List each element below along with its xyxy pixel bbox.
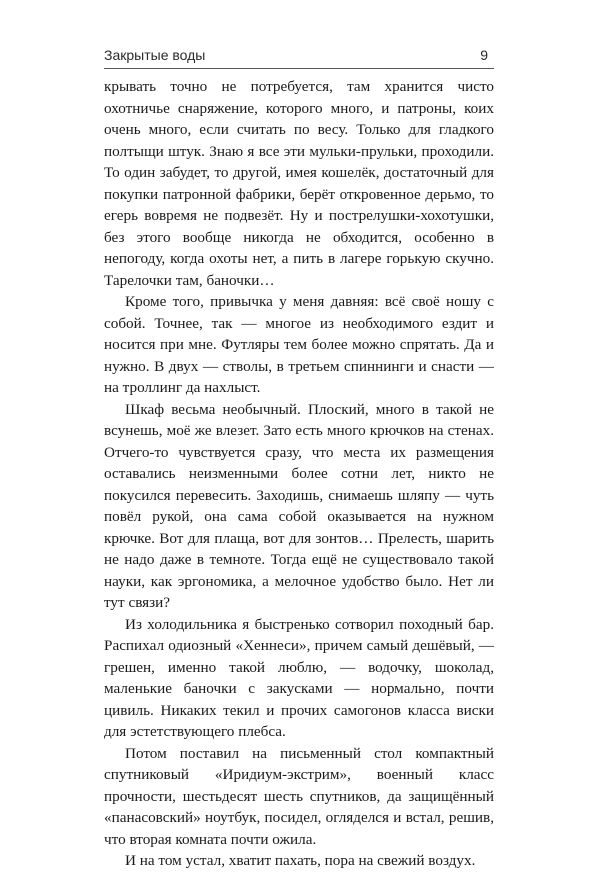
paragraph-2: Кроме того, привычка у меня давняя: всё своё ношу с собой. Точнее, так — многое из необходимого ездит и носится при мне. Футляры тем более можно спрятать. Да и нужно. В двух — стволы, в третьем спиннинги и снасти — на троллинг да нахлыст. bbox=[104, 293, 494, 396]
paragraph-4: Из холодильника я быстренько сотворил походный бар. Распихал одиозный «Хеннеси», причем самый дешёвый, — грешен, именно такой люблю, — водочку, шоколад, маленькие баночки с закусками — нормально, почти цивиль. Никаких текил и прочих самогонов класса виски для эстетствующего плебса. bbox=[104, 615, 494, 740]
running-header bbox=[104, 44, 494, 66]
chapter-title: Закрытые воды bbox=[104, 47, 206, 63]
header-rule bbox=[104, 68, 494, 69]
paragraph-6: И на том устал, хватит пахать, пора на свежий воздух. bbox=[125, 852, 476, 869]
paragraph-1: крывать точно не потребуется, там хранится чисто охотничье снаряжение, которого много, и патроны, коих очень много, если считать по весу. Только для гладкого полтыщи штук. Знаю я все эти мульки-прульки, проходили. То один забудет, то другой, имея кошелёк, достаточный для покупки патронной фабрики, берёт откровенное дерьмо, то егерь вовремя не подвезёт. Ну и пострелушки-хохотушки, без этого вообще никогда не обходится, особенно в непогоду, когда охоты нет, а пить в лагере горькую скучно. Тарелочки там, баночки… bbox=[104, 78, 494, 289]
page-number: 9 bbox=[480, 47, 488, 63]
body-text bbox=[104, 76, 494, 872]
paragraph-5: Потом поставил на письменный стол компактный спутниковый «Иридиум-экстрим», военный класс прочности, шестьдесят шесть спутников, да защищённый «панасовский» ноутбук, посидел, огляделся и встал, решив, что вторая комната почти ожила. bbox=[104, 744, 494, 848]
paragraph-3: Шкаф весьма необычный. Плоский, много в такой не всунешь, моё же влезет. Зато есть много крючков на стенах. Отчего-то чувствуется сразу, что места их размещения оставались неизменными более сотни лет, никто не покусился перевесить. Заходишь, снимаешь шляпу — чуть повёл рукой, она сама собой оказывается на нужном крючке. Вот для плаща, вот для зонтов… Прелесть, шарить не надо даже в темноте. Тогда ещё не существовало такой науки, как эргономика, а мелочное удобство было. Нет ли тут связи? bbox=[104, 400, 494, 611]
